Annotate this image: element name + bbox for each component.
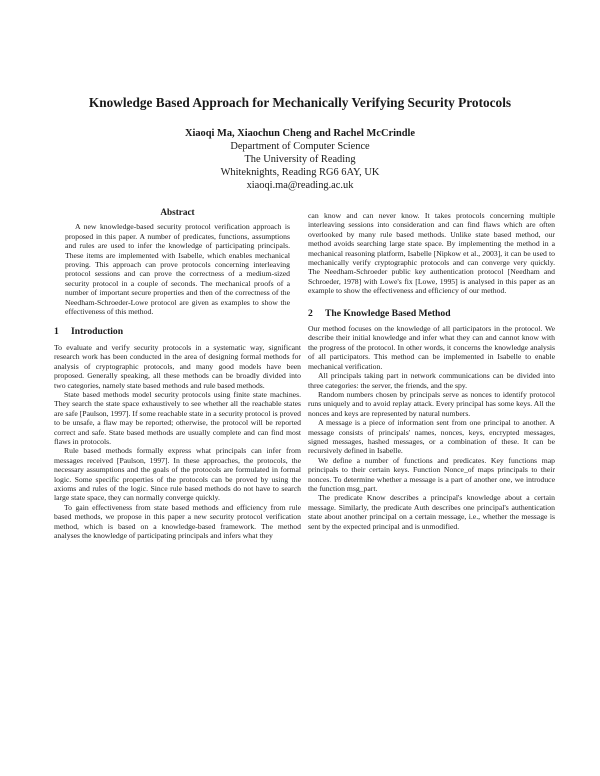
abstract-text: A new knowledge-based security protocol verification approach is proposed in this paper. A number of predicates, functions, assumptions and rules are used to infer the knowledge of participating principals. These items are implemented with Isabelle, which enables mechanical proving. This approach can prove protocols concerning interleaving protocol sessions and can prove the correctness of a medium-sized security protocol in a couple of seconds. The mechanical proofs of a number of important secure properties and then of the correctness of the Needham-Schroeder-Lowe protocol are given as examples to show the effectiveness of this method. [65, 222, 290, 317]
section-number: 2 [308, 307, 313, 319]
paragraph: To gain effectiveness from state based methods and efficiency from rule based methods, we propose in this paper a new security protocol verification method, which is based on a knowledge-based framework. The method analyses the knowledge of participating principals and infers what they [54, 502, 301, 540]
affiliation-address: Whiteknights, Reading RG6 6AY, UK [220, 167, 380, 178]
paragraph: can know and can never know. It takes protocols concerning multiple interleaving sessions into consideration and can find flaws which are often overlooked by many rule based methods. Unlike state based method, our method avoids searching large state space. By implementing the method in a mechanical reasoning platform, Isabelle [Nipkow et al., 2003], it can be used to mechanically verify cryptographic protocols and can converge very quickly. The Needham-Schroeder public key authentication protocol [Needham and Schroeder, 1978] with Lowe's fix [Lowe, 1995] is analysed in this paper as an example to show the effectiveness and efficiency of our method. [308, 211, 555, 296]
paragraph: All principals taking part in network communications can be divided into three categories: the server, the friends, and the spy. [308, 371, 555, 390]
paragraph: State based methods model security protocols using finite state machines. They search the state space exhaustively to see whether all the reachable states are safe [Paulson, 1997]. If some reachable state in a security protocol is proved to be unsafe, a flaw may be reported; otherwise, the protocol will be reported correct and safe. State based methods are usually complete and can find most flaws in protocols. [54, 389, 301, 446]
abstract-heading: Abstract [160, 207, 195, 217]
section-title: Introduction [71, 326, 124, 338]
section-2-heading [308, 309, 555, 318]
affiliation-university: The University of Reading [244, 154, 356, 165]
section-1-heading [54, 327, 301, 336]
section-title: The Knowledge Based Method [325, 307, 451, 319]
paragraph: The predicate Know describes a principal's knowledge about a certain message. Similarly, the predicate Auth describes one principal's authentication state about another principal on a certain message, i.e., whether the message is sent by the expected principal and is unmodified. [308, 493, 555, 531]
paragraph: Random numbers chosen by principals serve as nonces to identify protocol runs uniquely and to avoid replay attack. Every principal has some keys. All the nonces and keys are represented by natural numbers. [308, 389, 555, 418]
affiliation-department: Department of Computer Science [230, 141, 370, 152]
left-column [54, 208, 301, 540]
paragraph: A message is a piece of information sent from one principal to another. A message consists of principals' names, nonces, keys, encrypted messages, signed messages, hashed messages, or a combination of these. It can be recursively defined in Isabelle. [308, 418, 555, 456]
paragraph: We define a number of functions and predicates. Key functions map principals to their certain keys. Function Nonce_of maps principals to their nonces. To determine whether a message is a part of another one, we introduce the function msg_part. [308, 455, 555, 493]
paragraph: To evaluate and verify security protocols in a systematic way, significant research work has been conducted in the area of designing formal methods for analysis of cryptographic protocols, and many good models have been proposed. Generally speaking, all these methods can be broadly divided into two categories, namely state based methods and rule based methods. [54, 342, 301, 390]
paragraph: Rule based methods formally express what principals can infer from messages received [Paulson, 1997]. In these approaches, the protocols, the necessary assumptions and the goals of the protocols are formulated in formal logic. Some specific properties of the protocols can be proved by using the axioms and rules of the logic. Since rule based methods do not have to search large state space, they can normally converge quickly. [54, 446, 301, 503]
paragraph: Our method focuses on the knowledge of all participators in the protocol. We describe their initial knowledge and infer what they can and cannot know with the progress of the protocol. In other words, it concerns the knowledge analysis of all participators. This method can be implemented in Isabelle to enable mechanical verification. [308, 324, 555, 371]
right-column [308, 211, 555, 531]
paper-title: Knowledge Based Approach for Mechanically Verifying Security Protocols [88, 95, 512, 110]
section-number: 1 [54, 326, 59, 338]
author-block [100, 127, 500, 192]
author-email: xiaoqi.ma@reading.ac.uk [246, 180, 354, 191]
author-names: Xiaoqi Ma, Xiaochun Cheng and Rachel McCrindle [184, 128, 416, 139]
